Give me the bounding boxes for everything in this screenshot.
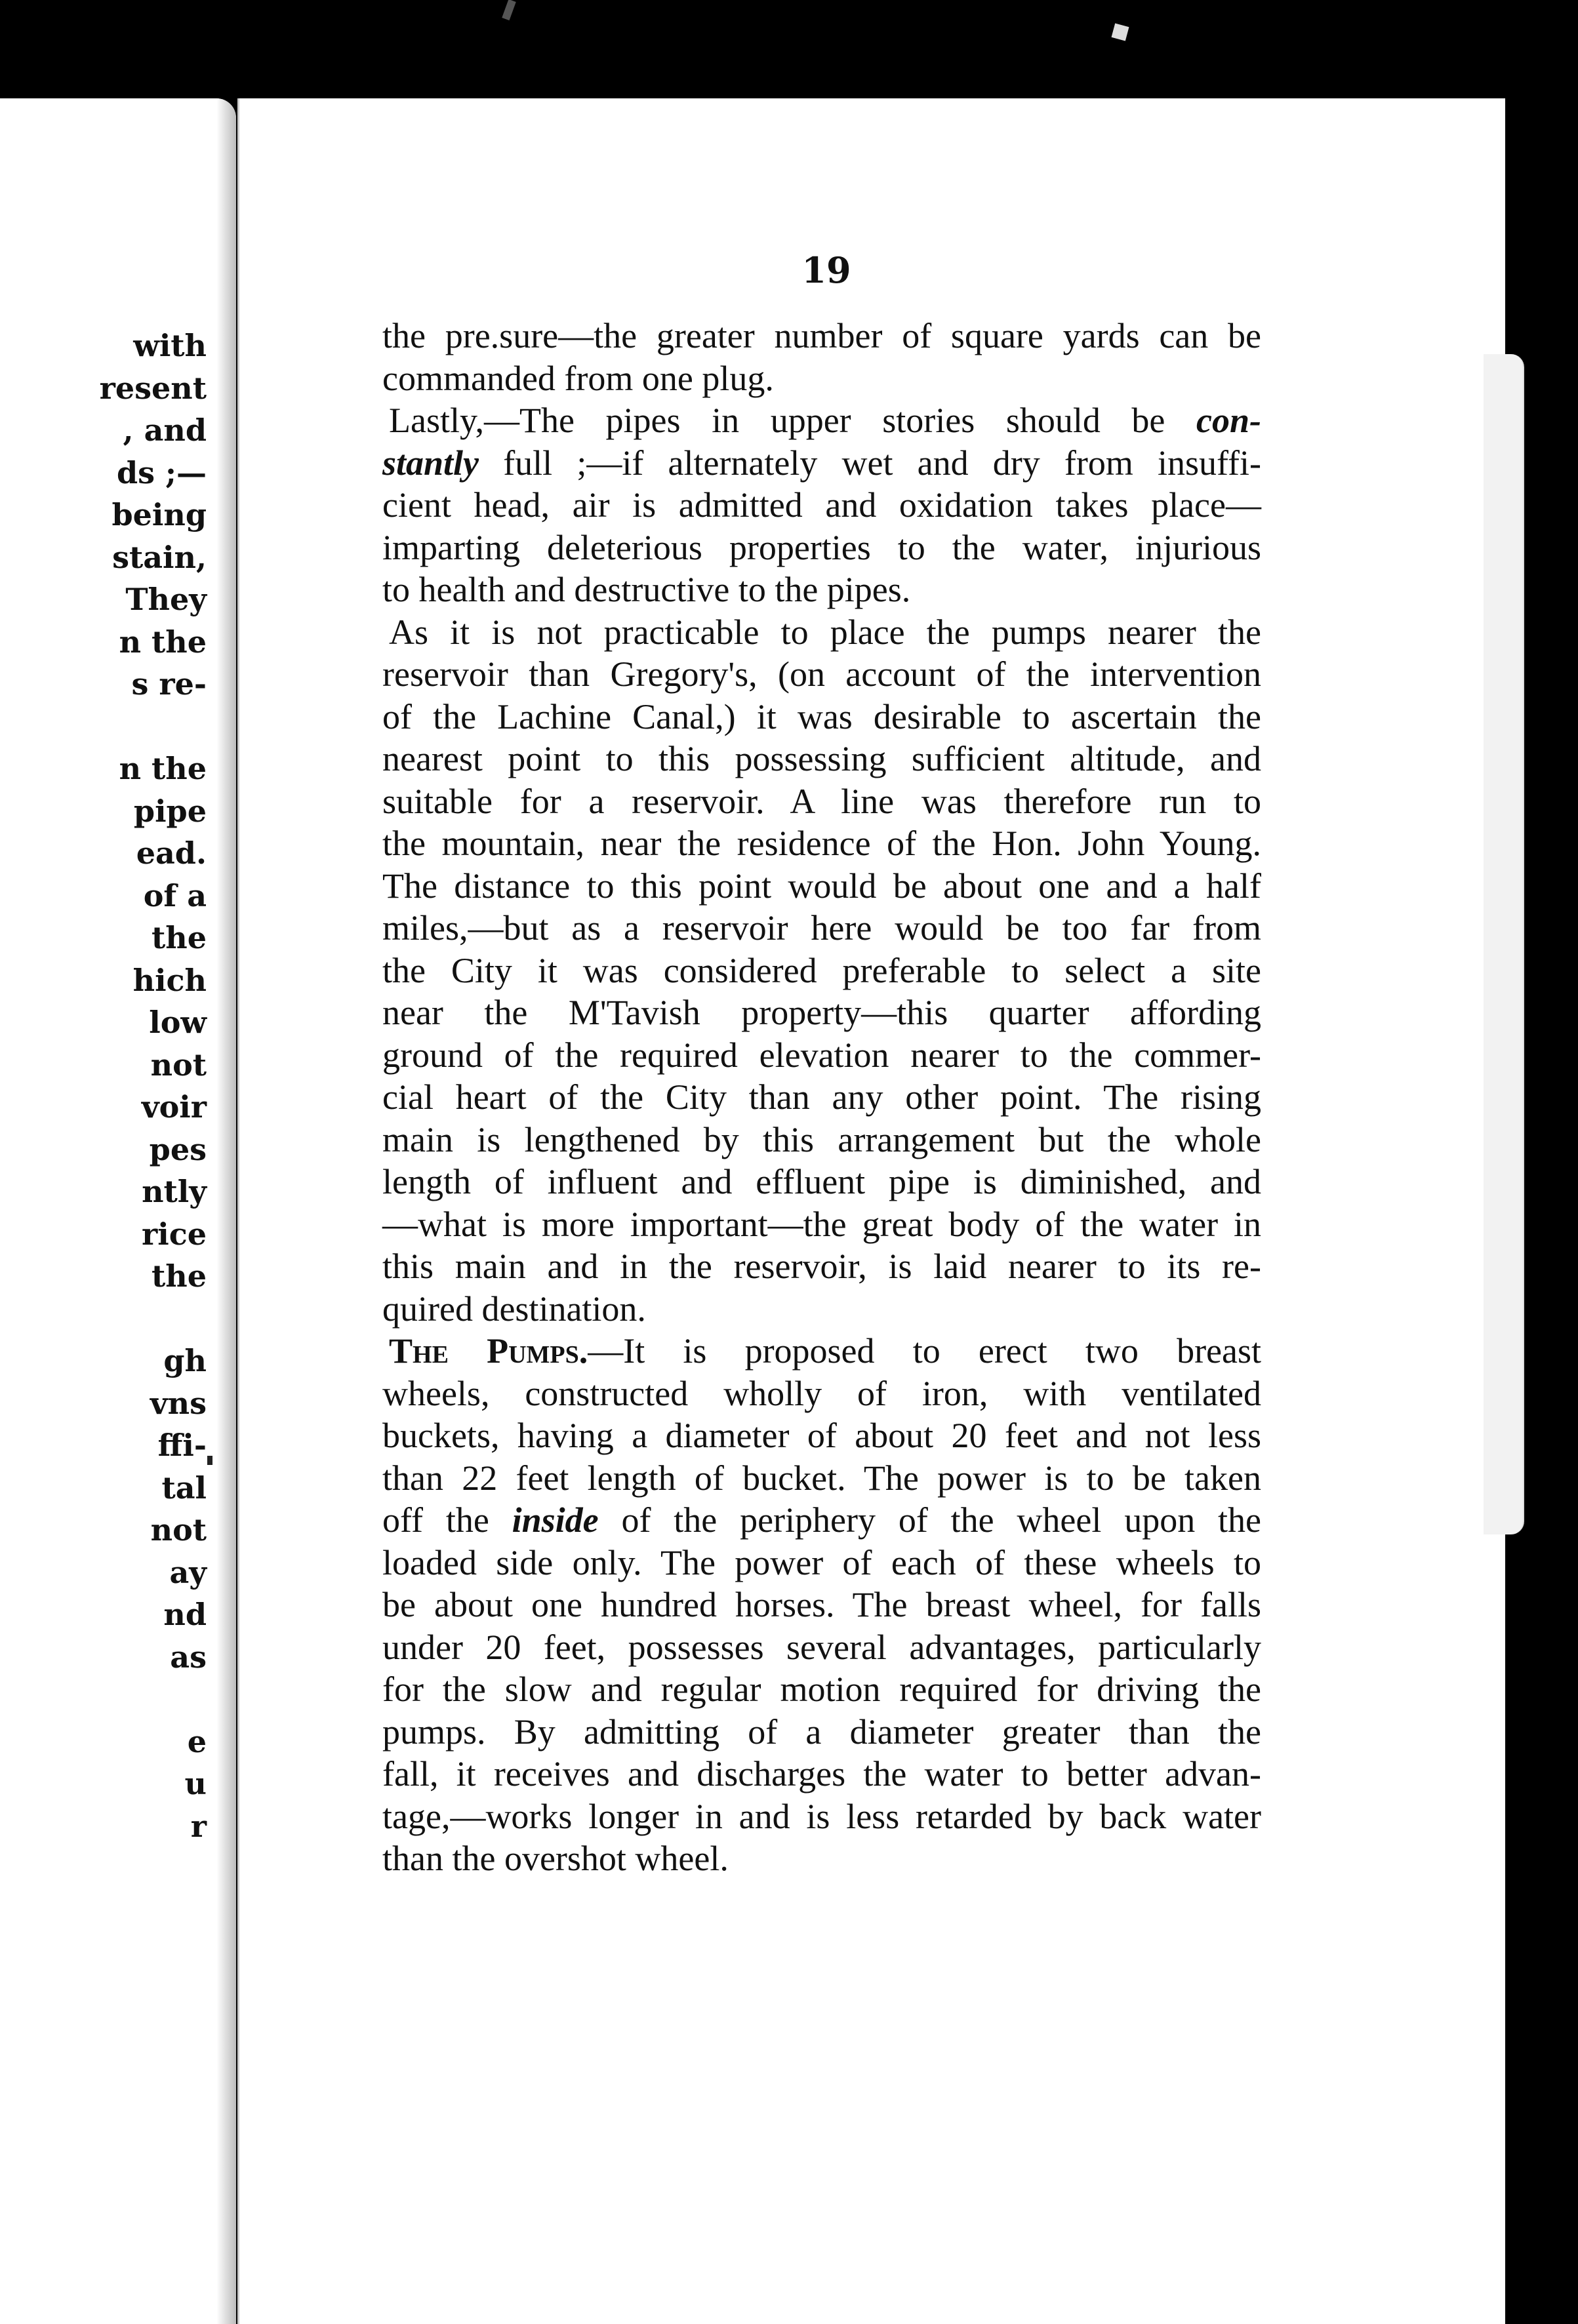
text-line: the mountain, near the residence of the Hon. John Young.	[382, 824, 1261, 863]
text-line: pumps. By admitting of a diameter greater than the	[382, 1712, 1261, 1752]
text-line	[382, 1330, 1261, 1372]
text-line: the City it was considered preferable to select a site	[382, 950, 1261, 990]
text-line: main is lengthened by this arrangement but the whole	[382, 1119, 1261, 1159]
text-line: cial heart of the City than any other point. The rising	[382, 1077, 1261, 1117]
previous-page-fragment: with	[133, 328, 207, 363]
text-line: under 20 feet, possesses several advantages, particularly	[382, 1627, 1261, 1667]
text-run: full ;—if alternately wet and dry from insuffi-	[503, 443, 1261, 483]
text-line: near the M'Tavish property—this quarter affording	[382, 993, 1261, 1032]
previous-page-fragment: hich	[132, 962, 207, 998]
text-line: of the Lachine Canal,) it was desirable to ascertain the	[382, 696, 1261, 736]
previous-page-text-fragments	[10, 325, 207, 1847]
text-line	[382, 442, 1261, 485]
text-line: buckets, having a diameter of about 20 feet and not less	[382, 1416, 1261, 1455]
text-line: commanded from one plug.	[382, 358, 774, 398]
previous-page-fragment: ead.	[136, 835, 207, 871]
italic-word: stantly	[382, 443, 479, 483]
text-line: than 22 feet length of bucket. The power is to be taken	[382, 1458, 1261, 1498]
previous-page-fragment: low	[149, 1005, 207, 1040]
previous-page-fragment: pipe	[133, 793, 207, 829]
text-line: to health and destructive to the pipes.	[382, 570, 911, 609]
previous-page-fragment: the	[152, 1258, 207, 1294]
previous-page-fragment: , and	[123, 412, 207, 448]
text-line: tage,—works longer in and is less retarded by back water	[382, 1796, 1261, 1836]
text-run: —It is proposed to erect two breast	[588, 1331, 1262, 1371]
italic-word: inside	[512, 1500, 599, 1540]
text-run: off the	[382, 1500, 489, 1540]
current-page	[237, 98, 1505, 2324]
text-run: of the periphery of the wheel upon the	[621, 1500, 1261, 1540]
previous-page-fragment: gh	[163, 1343, 207, 1378]
previous-page-fragment: voir	[141, 1089, 207, 1125]
previous-page-fragment: resent	[99, 370, 207, 406]
italic-word: con-	[1196, 401, 1261, 440]
text-line: suitable for a reservoir. A line was therefore run to	[382, 781, 1261, 821]
previous-page-fragment	[10, 706, 207, 748]
previous-page-fragment: e	[187, 1723, 207, 1759]
text-line: for the slow and regular motion required for driving the	[382, 1670, 1261, 1709]
text-line: than the overshot wheel.	[382, 1839, 729, 1878]
text-line: ground of the required elevation nearer to the commer-	[382, 1035, 1261, 1075]
text-line: be about one hundred horses. The breast wheel, for falls	[382, 1585, 1261, 1624]
previous-page-fragment: They	[125, 582, 207, 617]
previous-page-fragment: not	[150, 1512, 207, 1548]
text-line	[382, 1499, 1261, 1542]
text-line: wheels, constructed wholly of iron, with ventilated	[382, 1373, 1261, 1413]
text-line: nearest point to this possessing sufficient altitude, and	[382, 739, 1261, 778]
text-line: The distance to this point would be about one and a half	[382, 866, 1261, 906]
text-line: length of influent and effluent pipe is diminished, and	[382, 1162, 1261, 1201]
page-fold-edge	[1484, 354, 1524, 1534]
ink-mark	[207, 1456, 212, 1465]
previous-page-fragment: nd	[163, 1597, 207, 1632]
previous-page-fragment: n the	[119, 624, 207, 660]
text-line: reservoir than Gregory's, (on account of the intervention	[382, 654, 1261, 694]
section-heading: The Pumps.	[389, 1331, 588, 1371]
previous-page-fragment: not	[150, 1047, 207, 1083]
previous-page-fragment	[10, 1678, 207, 1721]
gutter-shadow	[216, 98, 236, 2324]
text-line: this main and in the reservoir, is laid nearer to its re-	[382, 1247, 1261, 1286]
previous-page-fragment: of a	[143, 877, 207, 913]
previous-page-fragment: ntly	[142, 1174, 207, 1209]
previous-page-fragment	[10, 1298, 207, 1340]
text-line: As it is not practicable to place the pumps nearer the	[389, 612, 1261, 652]
previous-page-fragment: ffi-	[157, 1428, 207, 1463]
text-line	[382, 399, 1261, 442]
dust-speck	[502, 0, 516, 20]
previous-page-fragment: ds ;—	[116, 454, 207, 491]
previous-page-fragment: the	[152, 920, 207, 955]
dust-speck	[1112, 24, 1129, 41]
text-line: miles,—but as a reservoir here would be too far from	[382, 908, 1261, 948]
previous-page-fragment: rice	[142, 1216, 207, 1252]
previous-page-edge	[0, 98, 236, 2324]
text-line: fall, it receives and discharges the water to better advan-	[382, 1754, 1261, 1793]
text-line: —what is more important—the great body of the water in	[382, 1204, 1261, 1244]
previous-page-fragment: r	[190, 1808, 207, 1844]
page-number: 19	[801, 249, 851, 291]
page-body	[382, 315, 1261, 1880]
previous-page-fragment: n the	[119, 751, 207, 786]
text-line: loaded side only. The power of each of these wheels to	[382, 1542, 1261, 1582]
text-line: imparting deleterious properties to the water, injurious	[382, 527, 1261, 567]
text-line: the pre.sure—the greater number of square yards can be	[382, 316, 1261, 355]
previous-page-fragment: tal	[161, 1470, 207, 1506]
previous-page-fragment: u	[184, 1766, 207, 1801]
previous-page-fragment: stain,	[112, 539, 207, 575]
text-line: quired destination.	[382, 1289, 646, 1329]
previous-page-fragment: pes	[149, 1131, 207, 1167]
text-run: Lastly,—The pipes in upper stories should be	[389, 401, 1165, 440]
previous-page-fragment: being	[111, 497, 207, 532]
previous-page-fragment: as	[170, 1639, 207, 1675]
previous-page-fragment: s re-	[131, 666, 207, 702]
text-line: cient head, air is admitted and oxidation takes place—	[382, 485, 1261, 525]
previous-page-fragment: vns	[150, 1385, 207, 1421]
previous-page-fragment: ay	[169, 1554, 207, 1590]
